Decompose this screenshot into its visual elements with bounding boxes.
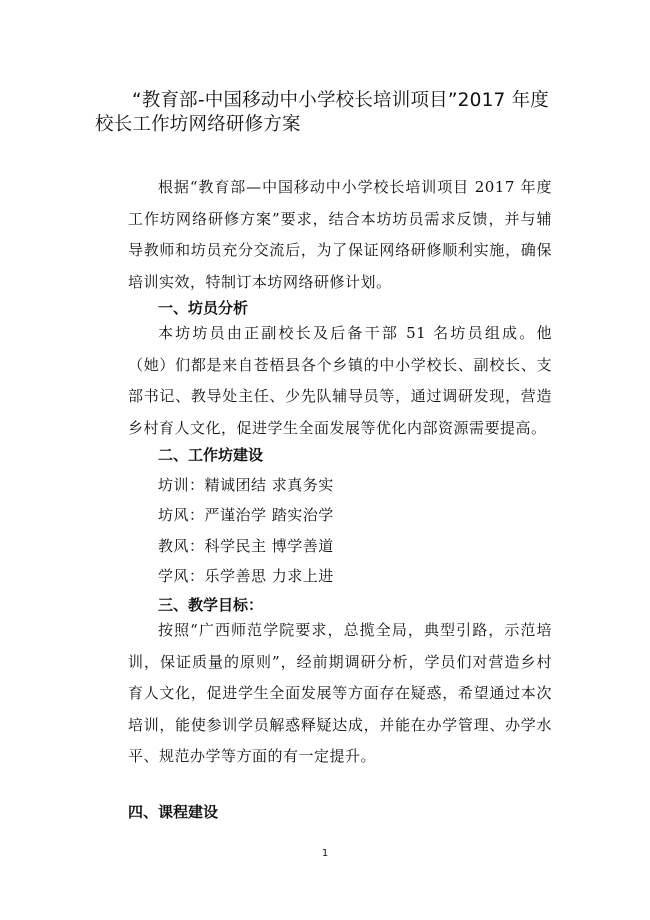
section3-heading: 三、教学目标：	[158, 596, 264, 614]
section1-heading: 一、坊员分析	[158, 299, 249, 317]
document-title-line2: 校长工作坊网络研修方案	[95, 114, 301, 135]
motto-line: 坊风：严谨治学 踏实治学	[158, 506, 334, 524]
motto-line: 学风：乐学善思 力求上进	[158, 567, 334, 585]
section2-heading: 二、工作坊建设	[158, 446, 264, 464]
motto-line: 教风：科学民主 博学善道	[158, 537, 334, 555]
document-title-line1: “教育部-中国移动中小学校长培训项目”2017 年度	[132, 90, 550, 111]
section4-heading: 四、课程建设	[128, 803, 219, 821]
page-number: 1	[321, 848, 329, 859]
section1-paragraph: 本坊坊员由正副校长及后备干部 51 名坊员组成。他（她）们都是来自苍梧县各个乡镇的中小学校长、副校长、支部书记、教导处主任、少先队辅导员等，通过调研发现，营造乡村育人文化，促进学生全面发展等优化内部资源需要提高。	[128, 324, 552, 437]
motto-line: 坊训：精诚团结 求真务实	[158, 476, 334, 494]
section3-paragraph: 按照“广西师范学院要求，总揽全局，典型引路，示范培训，保证质量的原则”，经前期调研分析，学员们对营造乡村育人文化，促进学生全面发展等方面存在疑惑，希望通过本次培训，能使参训学员解惑释疑达成，并能在办学管理、办学水平、规范办学等方面的有一定提升。	[128, 621, 552, 765]
intro-paragraph: 根据“教育部—中国移动中小学校长培训项目 2017 年度工作坊网络研修方案”要求，结合本坊坊员需求反馈，并与辅导教师和坊员充分交流后，为了保证网络研修顺利实施，确保培训实效，特制订本坊网络研修计划。	[128, 178, 552, 291]
